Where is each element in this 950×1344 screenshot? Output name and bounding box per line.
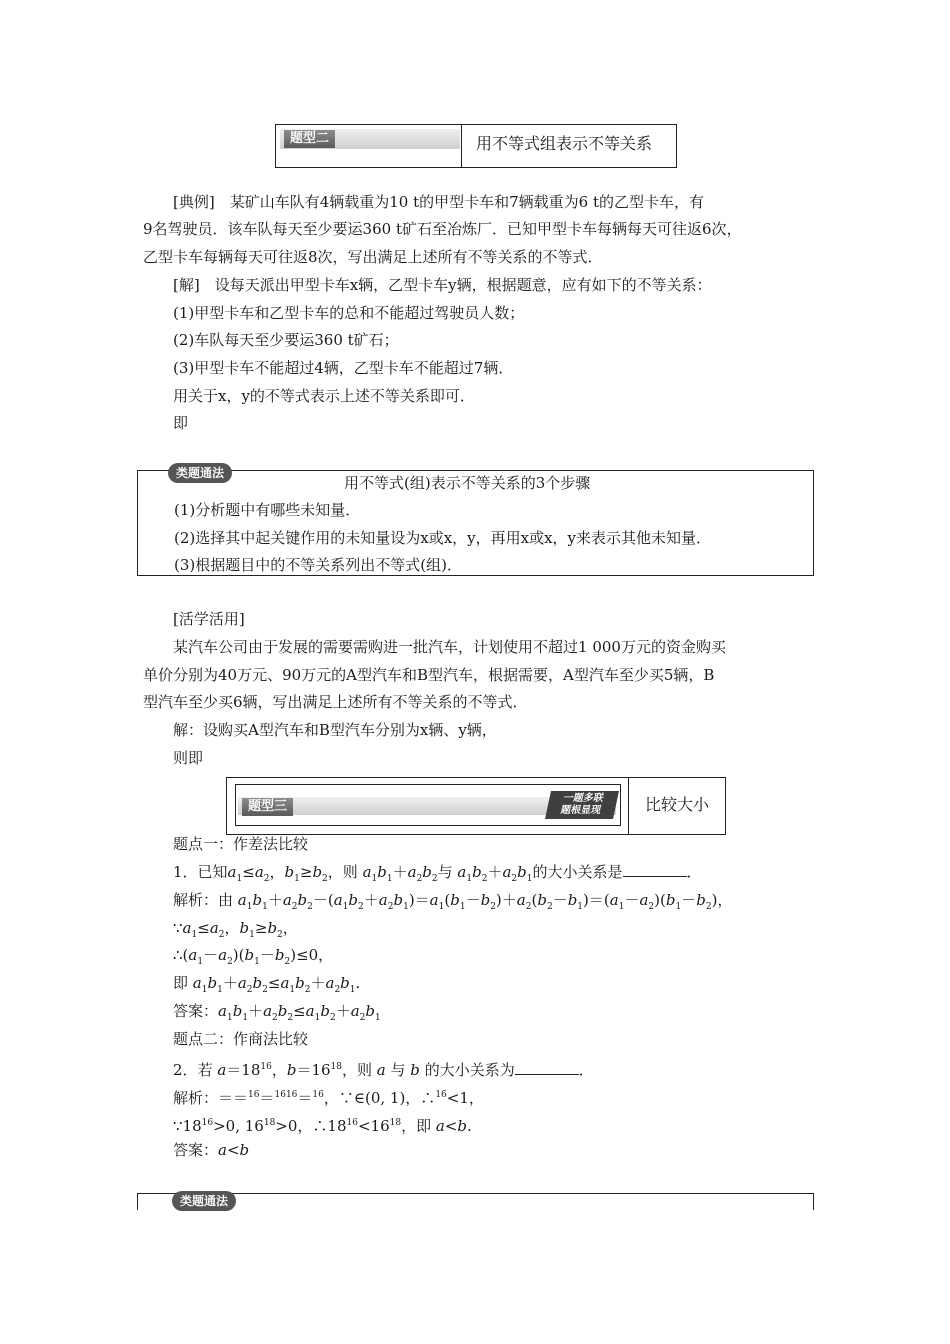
- point1-analysis-4: 即 $a_1b_1+a_2b_2\le a_1b_2+a_2b_1$.: [173, 974, 361, 995]
- example-para-1b: 9名驾驶员．该车队每天至少要运360 t矿石至冶炼厂．已知甲型卡车每辆每天可往返6次，: [143, 220, 742, 238]
- solution-item-2: (2)车队每天至少要运360 t矿石；: [173, 331, 399, 349]
- point2-question: 2．若 $a=18^{16}$，$b=16^{18}$，则 a 与 b 的大小关系为 ．: [173, 1061, 594, 1079]
- method-box-1: [137, 466, 814, 576]
- solution-ji: 即: [173, 414, 189, 432]
- section3-header: [226, 777, 726, 835]
- point2-q-num: 2．若: [173, 1061, 213, 1079]
- method-pill-2: 类题通法: [172, 1191, 236, 1211]
- example-para-1a: [典例] 某矿山车队有4辆载重为10 t的甲型卡车和7辆载重为6 t的乙型卡车，有: [173, 193, 705, 211]
- point1-q-num: 1．已知: [173, 863, 228, 881]
- method-step-1: (1)分析题中有哪些未知量．: [174, 501, 361, 519]
- method-title-1: 用不等式(组)表示不等关系的3个步骤: [344, 474, 591, 492]
- section3-title: 比较大小: [645, 795, 710, 814]
- section2-tag: 题型二: [284, 130, 335, 148]
- point2-analysis-1: 解析：＝＝$^{16}$＝$^{1616}$＝$^{16}$，∵∈(0, 1)，∴$^{16}$<1，: [173, 1089, 484, 1107]
- point2-analysis-2: $\because 18^{16}>0$, $16^{18}>0$，$\therefore 18^{16}<16^{18}$，即 a<b.: [173, 1117, 472, 1135]
- method-step-3: (3)根据题目中的不等关系列出不等式(组)．: [174, 556, 462, 574]
- point2-answer-label: 答案：: [173, 1141, 219, 1159]
- method-pill-1: 类题通法: [168, 463, 232, 483]
- point2-answer: 答案：a<b: [173, 1141, 250, 1159]
- section3-stamp-line-1: 一题多联: [562, 793, 605, 804]
- point1-q-tail: 的大小关系是: [532, 863, 623, 881]
- section3-tag: 题型三: [242, 798, 293, 816]
- point1-analysis-label: 解析：由: [173, 891, 234, 909]
- section3-divider: [628, 778, 629, 834]
- point2-blank: [515, 1060, 579, 1075]
- practice-para-3: 型汽车至少买6辆，写出满足上述所有不等关系的不等式．: [143, 693, 528, 711]
- point1-answer-label: 答案：: [173, 1002, 219, 1020]
- point1-analysis-1: 解析：由 $a_1b_1+a_2b_2-(a_1b_2+a_2b_1)=a_1(b_1-b_2)+a_2(b_2-b_1)=(a_1-a_2)(b_1-b_2)$，: [173, 891, 733, 912]
- point1-answer: 答案：$a_1b_1+a_2b_2\le a_1b_2+a_2b_1$: [173, 1002, 381, 1023]
- section2-header: [275, 124, 677, 168]
- practice-para-2: 单价分别为40万元、90万元的A型汽车和B型汽车，根据需要，A型汽车至少买5辆，B: [143, 666, 715, 684]
- method-box-2: [137, 1193, 814, 1210]
- practice-solution: 解：设购买A型汽车和B型汽车分别为x辆、y辆，: [173, 721, 497, 739]
- point1-question: 1．已知$a_1\le a_2$，$b_1\ge b_2$，则 $a_1b_1+a_2b_2$与 $a_1b_2+a_2b_1$的大小关系是 ．: [173, 863, 702, 884]
- solution-item-1: (1)甲型卡车和乙型卡车的总和不能超过驾驶员人数；: [173, 304, 525, 322]
- solution-intro: [解] 设每天派出甲型卡车x辆，乙型卡车y辆，根据题意，应有如下的不等关系：: [173, 276, 712, 294]
- section2-title: 用不等式组表示不等关系: [476, 134, 653, 153]
- point1-blank: [623, 862, 687, 877]
- point2-q-tail: 的大小关系为: [424, 1061, 515, 1079]
- example-para-1c: 乙型卡车每辆每天可往返8次，写出满足上述所有不等关系的不等式．: [143, 248, 603, 266]
- practice-para-1: 某汽车公司由于发展的需要需购进一批汽车，计划使用不超过1 000万元的资金购买: [173, 638, 726, 656]
- practice-head: [活学活用]: [173, 610, 245, 628]
- section2-divider: [461, 125, 462, 167]
- solution-item-3: (3)甲型卡车不能超过4辆，乙型卡车不能超过7辆．: [173, 359, 514, 377]
- point1-analysis-2: $\because a_1\le a_2$，$b_1\ge b_2$，: [173, 919, 298, 940]
- section3-stamp-line-2: 题根显现: [559, 805, 602, 816]
- solution-summary: 用关于x，y的不等式表示上述不等关系即可．: [173, 387, 475, 405]
- section3-tag-frame: [235, 784, 621, 826]
- point2-q-mid: ，则: [342, 1061, 373, 1079]
- point2-analysis-label: 解析：: [173, 1089, 219, 1107]
- practice-ze-ji: 则即: [173, 749, 204, 767]
- point1-analysis-3: $\therefore(a_1-a_2)(b_1-b_2)\le 0$，: [173, 946, 334, 967]
- point1-head: 题点一：作差法比较: [173, 835, 309, 853]
- method-step-2: (2)选择其中起关键作用的未知量设为x或x，y，再用x或x，y来表示其他未知量．: [174, 529, 712, 547]
- section3-stamp: [545, 791, 619, 819]
- point2-head: 题点二：作商法比较: [173, 1030, 309, 1048]
